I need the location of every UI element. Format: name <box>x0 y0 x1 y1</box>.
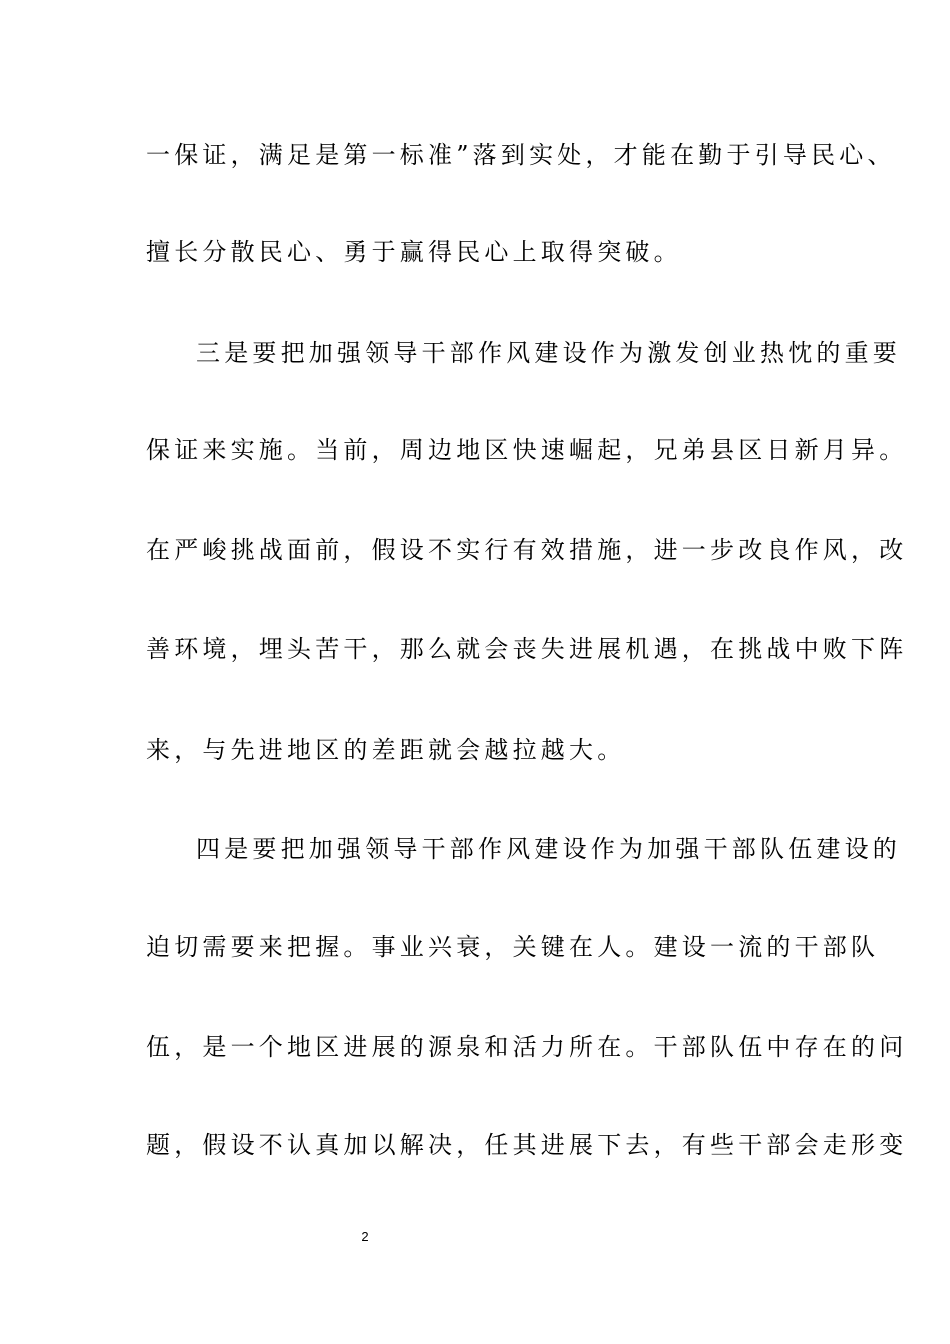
page-number: 2 <box>361 1229 369 1244</box>
text-line: 擅长分散民心、勇于赢得民心上取得突破。 <box>146 238 682 266</box>
text-line: 一保证，满足是第一标准”落到实处，才能在勤于引导民心、 <box>146 141 896 169</box>
paragraph-start-line: 四是要把加强领导干部作风建设作为加强干部队伍建设的 <box>196 835 901 863</box>
text-line: 保证来实施。当前，周边地区快速崛起，兄弟县区日新月异。 <box>146 436 908 464</box>
text-line: 迫切需要来把握。事业兴衰，关键在人。建设一流的干部队 <box>146 933 880 961</box>
text-line: 在严峻挑战面前，假设不实行有效措施，进一步改良作风，改 <box>146 536 908 564</box>
text-line: 来，与先进地区的差距就会越拉越大。 <box>146 736 626 764</box>
paragraph-start-line: 三是要把加强领导干部作风建设作为激发创业热忱的重要 <box>196 339 901 367</box>
text-line: 善环境，埋头苦干，那么就会丧失进展机遇，在挑战中败下阵 <box>146 635 908 663</box>
text-line: 伍，是一个地区进展的源泉和活力所在。干部队伍中存在的问 <box>146 1033 908 1061</box>
text-line: 题，假设不认真加以解决，任其进展下去，有些干部会走形变 <box>146 1131 908 1159</box>
